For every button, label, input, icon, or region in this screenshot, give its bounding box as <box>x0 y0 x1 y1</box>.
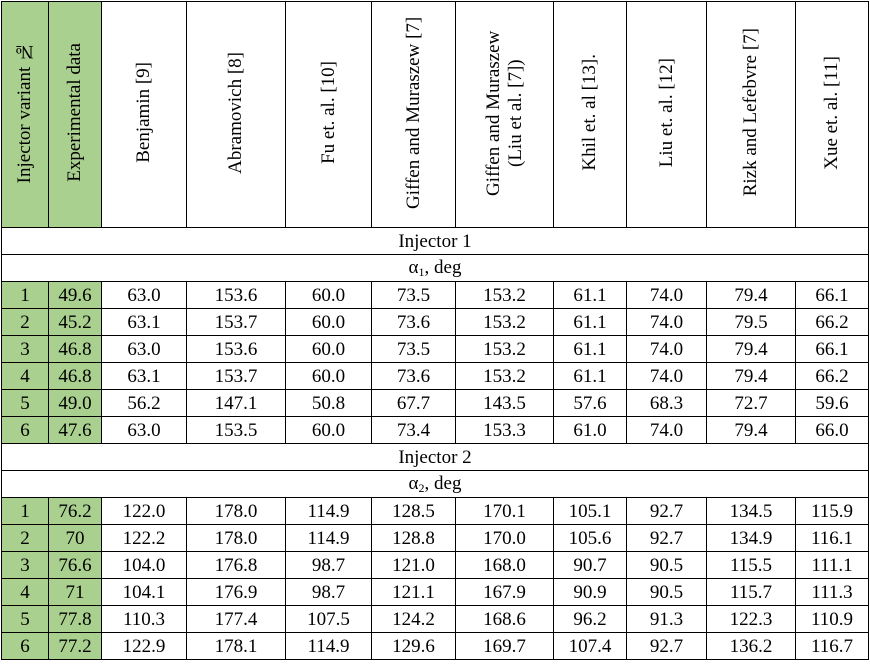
value-cell: 74.0 <box>627 363 707 390</box>
experimental-cell: 47.6 <box>49 417 102 444</box>
parameter-label <box>2 255 869 282</box>
value-cell: 60.0 <box>286 363 372 390</box>
value-cell: 67.7 <box>372 390 456 417</box>
value-cell: 66.0 <box>796 417 869 444</box>
value-cell: 116.1 <box>796 525 869 552</box>
variant-cell: 2 <box>2 309 49 336</box>
column-header: Xue et. al. [11] <box>796 2 869 228</box>
value-cell: 105.6 <box>554 525 627 552</box>
value-cell: 170.1 <box>456 498 554 525</box>
value-cell: 74.0 <box>627 336 707 363</box>
value-cell: 79.5 <box>707 309 796 336</box>
value-cell: 153.7 <box>187 309 286 336</box>
table-row <box>2 498 869 525</box>
table-row <box>2 579 869 606</box>
value-cell: 116.7 <box>796 633 869 660</box>
value-cell: 92.7 <box>627 498 707 525</box>
value-cell: 73.4 <box>372 417 456 444</box>
experimental-cell: 70 <box>49 525 102 552</box>
value-cell: 153.5 <box>187 417 286 444</box>
table-row <box>2 336 869 363</box>
value-cell: 66.1 <box>796 336 869 363</box>
column-header: Abramovich [8] <box>187 2 286 228</box>
value-cell: 114.9 <box>286 633 372 660</box>
value-cell: 124.2 <box>372 606 456 633</box>
table-row <box>2 552 869 579</box>
experimental-cell: 46.8 <box>49 336 102 363</box>
value-cell: 128.5 <box>372 498 456 525</box>
value-cell: 105.1 <box>554 498 627 525</box>
value-cell: 91.3 <box>627 606 707 633</box>
value-cell: 50.8 <box>286 390 372 417</box>
value-cell: 167.9 <box>456 579 554 606</box>
value-cell: 90.7 <box>554 552 627 579</box>
value-cell: 121.0 <box>372 552 456 579</box>
section-title-row <box>2 444 869 471</box>
experimental-cell: 49.0 <box>49 390 102 417</box>
experimental-cell: 76.6 <box>49 552 102 579</box>
value-cell: 115.5 <box>707 552 796 579</box>
value-cell: 66.2 <box>796 309 869 336</box>
experimental-cell: 71 <box>49 579 102 606</box>
table-row <box>2 282 869 309</box>
section-title: Injector 1 <box>2 228 869 255</box>
table-body <box>2 228 869 660</box>
value-cell: 176.9 <box>187 579 286 606</box>
variant-cell: 6 <box>2 633 49 660</box>
table-row <box>2 417 869 444</box>
column-header: Experimental data <box>49 2 102 228</box>
value-cell: 73.5 <box>372 336 456 363</box>
table-row <box>2 633 869 660</box>
value-cell: 153.7 <box>187 363 286 390</box>
value-cell: 153.3 <box>456 417 554 444</box>
value-cell: 153.6 <box>187 336 286 363</box>
value-cell: 98.7 <box>286 579 372 606</box>
value-cell: 177.4 <box>187 606 286 633</box>
value-cell: 147.1 <box>187 390 286 417</box>
experimental-cell: 77.2 <box>49 633 102 660</box>
column-header: Liu et. al. [12] <box>627 2 707 228</box>
value-cell: 111.3 <box>796 579 869 606</box>
value-cell: 104.1 <box>102 579 187 606</box>
value-cell: 170.0 <box>456 525 554 552</box>
value-cell: 122.2 <box>102 525 187 552</box>
value-cell: 61.1 <box>554 336 627 363</box>
variant-cell: 3 <box>2 336 49 363</box>
value-cell: 68.3 <box>627 390 707 417</box>
variant-cell: 6 <box>2 417 49 444</box>
variant-cell: 1 <box>2 498 49 525</box>
value-cell: 61.1 <box>554 363 627 390</box>
parameter-symbol: α <box>408 257 419 278</box>
column-header: Injector variant № <box>2 2 49 228</box>
value-cell: 111.1 <box>796 552 869 579</box>
value-cell: 153.2 <box>456 282 554 309</box>
table-row <box>2 390 869 417</box>
value-cell: 136.2 <box>707 633 796 660</box>
parameter-unit: , deg <box>424 257 462 278</box>
value-cell: 79.4 <box>707 363 796 390</box>
column-header: Giffen and Muraszew (Liu et al. [7]) <box>456 2 554 228</box>
value-cell: 114.9 <box>286 498 372 525</box>
value-cell: 115.9 <box>796 498 869 525</box>
variant-cell: 5 <box>2 390 49 417</box>
column-header: Khil et. al [13]. <box>554 2 627 228</box>
value-cell: 74.0 <box>627 282 707 309</box>
value-cell: 110.9 <box>796 606 869 633</box>
value-cell: 92.7 <box>627 633 707 660</box>
value-cell: 56.2 <box>102 390 187 417</box>
value-cell: 178.0 <box>187 525 286 552</box>
value-cell: 134.9 <box>707 525 796 552</box>
value-cell: 107.4 <box>554 633 627 660</box>
parameter-index: 1 <box>418 265 425 279</box>
variant-cell: 3 <box>2 552 49 579</box>
value-cell: 74.0 <box>627 309 707 336</box>
value-cell: 79.4 <box>707 336 796 363</box>
value-cell: 92.7 <box>627 525 707 552</box>
parameter-label <box>2 471 869 498</box>
column-header: Fu et. al. [10] <box>286 2 372 228</box>
value-cell: 61.0 <box>554 417 627 444</box>
section-title: Injector 2 <box>2 444 869 471</box>
value-cell: 128.8 <box>372 525 456 552</box>
variant-cell: 1 <box>2 282 49 309</box>
value-cell: 60.0 <box>286 309 372 336</box>
value-cell: 169.7 <box>456 633 554 660</box>
value-cell: 122.3 <box>707 606 796 633</box>
value-cell: 73.6 <box>372 363 456 390</box>
experimental-cell: 46.8 <box>49 363 102 390</box>
experimental-cell: 45.2 <box>49 309 102 336</box>
value-cell: 178.1 <box>187 633 286 660</box>
value-cell: 153.2 <box>456 309 554 336</box>
value-cell: 63.1 <box>102 363 187 390</box>
table-row <box>2 363 869 390</box>
value-cell: 122.0 <box>102 498 187 525</box>
value-cell: 90.5 <box>627 579 707 606</box>
value-cell: 122.9 <box>102 633 187 660</box>
parameter-symbol: α <box>408 473 419 494</box>
value-cell: 176.8 <box>187 552 286 579</box>
header-row <box>2 2 869 228</box>
value-cell: 129.6 <box>372 633 456 660</box>
variant-cell: 2 <box>2 525 49 552</box>
value-cell: 60.0 <box>286 417 372 444</box>
value-cell: 72.7 <box>707 390 796 417</box>
experimental-cell: 76.2 <box>49 498 102 525</box>
table-row <box>2 309 869 336</box>
parameter-unit: , deg <box>424 473 462 494</box>
value-cell: 79.4 <box>707 282 796 309</box>
value-cell: 74.0 <box>627 417 707 444</box>
table-row <box>2 525 869 552</box>
value-cell: 90.5 <box>627 552 707 579</box>
value-cell: 60.0 <box>286 282 372 309</box>
value-cell: 115.7 <box>707 579 796 606</box>
value-cell: 153.2 <box>456 363 554 390</box>
value-cell: 63.1 <box>102 309 187 336</box>
value-cell: 121.1 <box>372 579 456 606</box>
value-cell: 98.7 <box>286 552 372 579</box>
value-cell: 66.2 <box>796 363 869 390</box>
experimental-cell: 49.6 <box>49 282 102 309</box>
section-title-row <box>2 228 869 255</box>
value-cell: 90.9 <box>554 579 627 606</box>
experimental-cell: 77.8 <box>49 606 102 633</box>
variant-cell: 4 <box>2 579 49 606</box>
value-cell: 153.6 <box>187 282 286 309</box>
value-cell: 63.0 <box>102 417 187 444</box>
value-cell: 59.6 <box>796 390 869 417</box>
value-cell: 60.0 <box>286 336 372 363</box>
variant-cell: 4 <box>2 363 49 390</box>
value-cell: 63.0 <box>102 282 187 309</box>
value-cell: 73.5 <box>372 282 456 309</box>
column-header: Rizk and Lefebvre [7] <box>707 2 796 228</box>
value-cell: 114.9 <box>286 525 372 552</box>
value-cell: 73.6 <box>372 309 456 336</box>
parameter-row <box>2 255 869 282</box>
value-cell: 104.0 <box>102 552 187 579</box>
comparison-table <box>1 1 869 660</box>
value-cell: 57.6 <box>554 390 627 417</box>
value-cell: 61.1 <box>554 282 627 309</box>
parameter-row <box>2 471 869 498</box>
value-cell: 79.4 <box>707 417 796 444</box>
value-cell: 153.2 <box>456 336 554 363</box>
value-cell: 168.6 <box>456 606 554 633</box>
value-cell: 107.5 <box>286 606 372 633</box>
variant-cell: 5 <box>2 606 49 633</box>
value-cell: 178.0 <box>187 498 286 525</box>
column-header: Benjamin [9] <box>102 2 187 228</box>
value-cell: 63.0 <box>102 336 187 363</box>
value-cell: 96.2 <box>554 606 627 633</box>
value-cell: 110.3 <box>102 606 187 633</box>
value-cell: 66.1 <box>796 282 869 309</box>
value-cell: 168.0 <box>456 552 554 579</box>
value-cell: 61.1 <box>554 309 627 336</box>
column-header: Giffen and Muraszew [7] <box>372 2 456 228</box>
value-cell: 143.5 <box>456 390 554 417</box>
value-cell: 134.5 <box>707 498 796 525</box>
table-row <box>2 606 869 633</box>
parameter-index: 2 <box>418 481 425 495</box>
